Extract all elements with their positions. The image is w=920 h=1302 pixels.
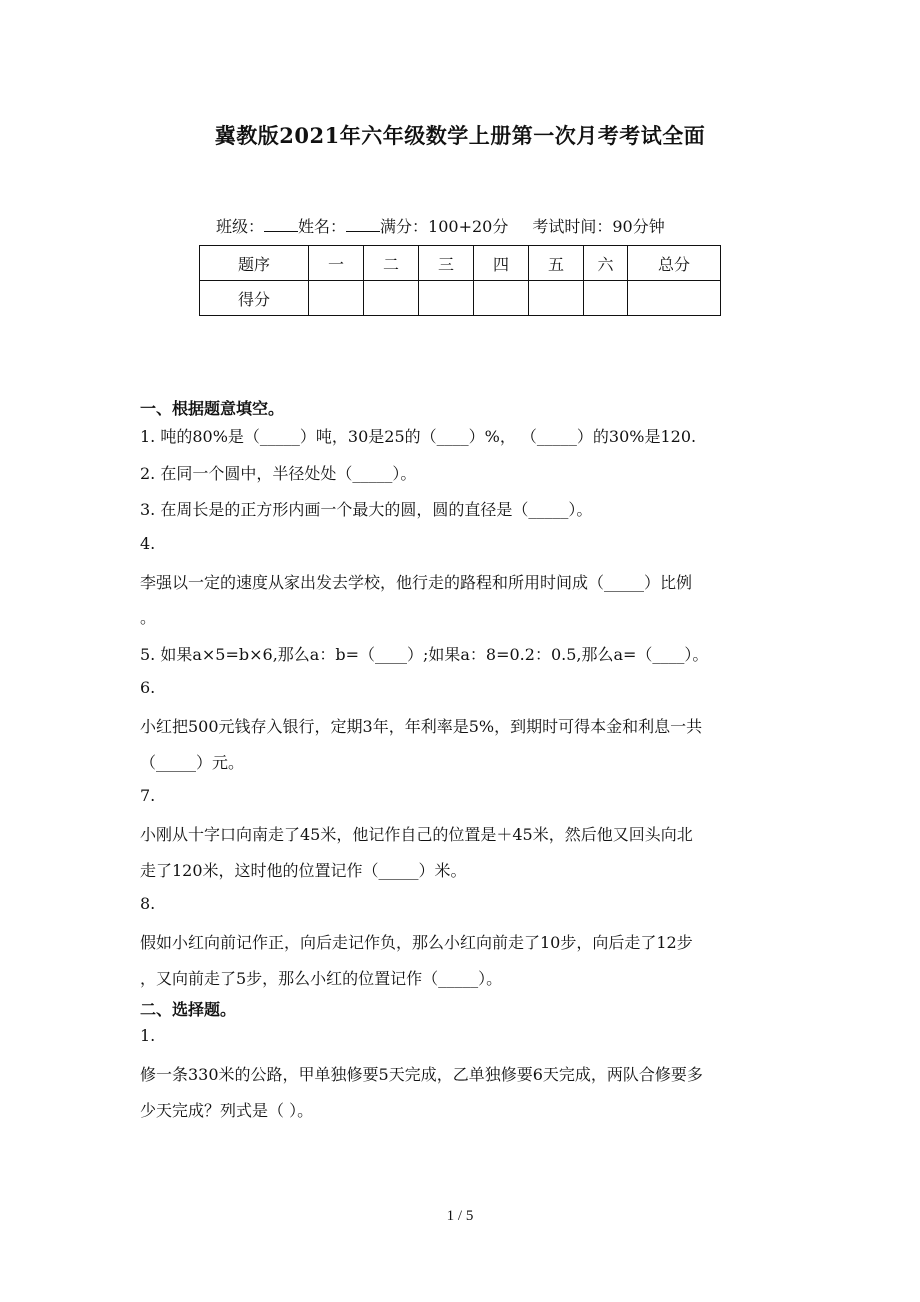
- table-cell: 二: [364, 246, 419, 281]
- score-input-cell[interactable]: [419, 281, 474, 316]
- question-line: 假如小红向前记作正，向后走记作负，那么小红向前走了10步，向后走了12步: [140, 933, 693, 952]
- full-score: 满分：100+20分: [380, 217, 509, 236]
- question-line: 小刚从十字口向南走了45米，他记作自己的位置是＋45米，然后他又回头向北: [140, 825, 693, 844]
- table-cell: 得分: [200, 281, 309, 316]
- score-input-cell[interactable]: [364, 281, 419, 316]
- table-cell: 六: [584, 246, 628, 281]
- class-blank: [264, 217, 298, 232]
- score-input-cell[interactable]: [309, 281, 364, 316]
- question-line: 1.: [140, 1026, 156, 1045]
- question-line: 3. 在周长是的正方形内画一个最大的圆，圆的直径是（_____）。: [140, 500, 593, 519]
- question-line: 4.: [140, 534, 156, 553]
- score-input-cell[interactable]: [474, 281, 529, 316]
- score-input-cell[interactable]: [529, 281, 584, 316]
- page-number: 1 / 5: [446, 1208, 474, 1224]
- question-line: 走了120米，这时他的位置记作（_____）米。: [140, 861, 467, 880]
- question-line: 5. 如果a×5=b×6,那么a：b=（____）;如果a：8=0.2：0.5,那么a=（____）。: [140, 645, 709, 664]
- question-line: 。: [140, 608, 157, 627]
- question-line: 少天完成？列式是（ ）。: [140, 1101, 314, 1120]
- table-cell: 题序: [200, 246, 309, 281]
- section-heading: 一、根据题意填空。: [140, 399, 285, 418]
- table-cell: 一: [309, 246, 364, 281]
- score-input-cell[interactable]: [584, 281, 628, 316]
- page-title: 冀教版2021年六年级数学上册第一次月考考试全面: [214, 123, 706, 148]
- table-cell: 四: [474, 246, 529, 281]
- question-line: 8.: [140, 894, 156, 913]
- exam-time: 考试时间：90分钟: [532, 217, 665, 236]
- question-line: 7.: [140, 786, 156, 805]
- question-line: 1. 吨的80%是（_____）吨，30是25的（____）%， （_____）的30%是120.: [140, 427, 697, 446]
- score-table: [199, 245, 721, 316]
- question-line: 修一条330米的公路，甲单独修要5天完成，乙单独修要6天完成，两队合修要多: [140, 1065, 703, 1084]
- name-blank: [346, 217, 380, 232]
- table-cell: 总分: [628, 246, 721, 281]
- question-line: ，又向前走了5步，那么小红的位置记作（_____）。: [140, 969, 503, 988]
- score-table-score-row: [200, 281, 721, 316]
- score-input-cell[interactable]: [628, 281, 721, 316]
- question-line: 小红把500元钱存入银行，定期3年，年利率是5%，到期时可得本金和利息一共: [140, 717, 703, 736]
- table-cell: 三: [419, 246, 474, 281]
- score-table-header-row: [200, 246, 721, 281]
- question-line: （_____）元。: [140, 753, 245, 772]
- table-cell: 五: [529, 246, 584, 281]
- section-heading: 二、选择题。: [140, 1000, 237, 1019]
- question-line: 2. 在同一个圆中，半径处处（_____）。: [140, 464, 417, 483]
- question-line: 李强以一定的速度从家出发去学校，他行走的路程和所用时间成（_____）比例: [140, 573, 693, 592]
- name-label: 姓名：: [298, 217, 347, 236]
- class-label: 班级：: [216, 217, 265, 236]
- exam-info-line: [216, 214, 665, 237]
- question-line: 6.: [140, 678, 156, 697]
